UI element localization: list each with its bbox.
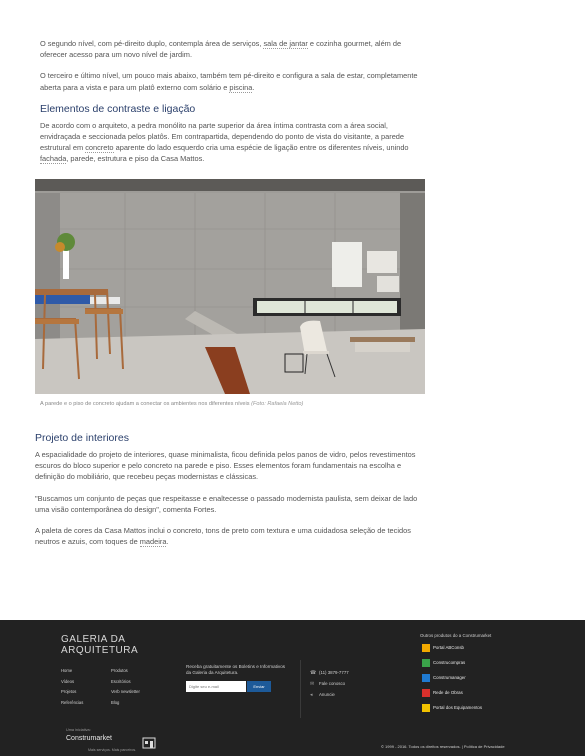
article-body bbox=[40, 38, 420, 175]
heading-interiors: Projeto de interiores bbox=[35, 432, 129, 444]
link-sala-de-jantar[interactable]: sala de jantar bbox=[263, 39, 308, 48]
link-concreto[interactable]: concreto bbox=[85, 143, 114, 153]
article-body-interiors bbox=[35, 428, 420, 557]
footer-divider bbox=[300, 660, 301, 718]
paragraph-interiors: A espacialidade do projeto de interiores, quase minimalista, ficou definida pelos panos de vidro, pelos revestimentos escuros do bloco superior e pelo concreto na parede e piso. Esses elementos foram fundamentais na escolha e definição do mobiliário, que recebeu peças modernistas e clássicas. bbox=[35, 450, 416, 482]
newsletter-submit-button[interactable]: Enviar bbox=[247, 681, 271, 692]
product-rede-de-obras[interactable]: Rede de Obras bbox=[422, 689, 463, 697]
made-by-label: Uma iniciativa: bbox=[66, 728, 91, 732]
construcompras-icon bbox=[422, 659, 430, 667]
paragraph-contrast: De acordo com o arquiteto, a pedra monólito na parte superior da área íntima contrasta com a área social, envidraçada e seccionada pelos platôs. Em contrapartida, dependendo do ponto de vista do visitante, a parede estrutural em concreto aparente do lado esquerdo cria uma espécie de ligação entre os diferentes níveis, unindo fachada, parede, estrutura e piso da Casa Mattos. bbox=[40, 120, 409, 164]
paragraph-second-level: O segundo nível, com pé-direito duplo, contempla área de serviços, sala de jantar e cozinha gourmet, além de oferecer acesso para um novo nível de jardim. bbox=[40, 39, 402, 60]
footer-link-projetos[interactable]: Projetos bbox=[61, 689, 77, 694]
product-construmanager[interactable]: Construmanager bbox=[422, 674, 466, 682]
other-products-title: Outros produtos do a Construmarket bbox=[420, 633, 492, 638]
footer-link-produtos[interactable]: Produtos bbox=[111, 668, 128, 673]
footer-link-newsletter[interactable]: Verb newsletter bbox=[111, 689, 140, 694]
portal-abconsb-icon bbox=[422, 644, 430, 652]
photo-caption: A parede e o piso de concreto ajudam a conectar os ambientes nos diferentes níveis (Foto: Rafaela Netto) bbox=[40, 401, 304, 407]
newsletter-email-input[interactable] bbox=[186, 681, 246, 692]
footer-link-blog[interactable]: Blog bbox=[111, 699, 120, 705]
footer-link-home[interactable]: Home bbox=[61, 668, 73, 673]
galeria-logo[interactable]: GALERIA DA ARQUITETURA bbox=[61, 634, 139, 656]
site-footer bbox=[0, 620, 585, 756]
footer-link-videos[interactable]: Vídeos bbox=[61, 678, 75, 684]
phone-icon: ☎ bbox=[310, 670, 317, 677]
construmanager-icon bbox=[422, 674, 430, 682]
heading-contrast: Elementos de contraste e ligação bbox=[40, 102, 196, 115]
interior-photo bbox=[35, 179, 425, 394]
paragraph-third-level: O terceiro e último nível, um pouco mais abaixo, também tem pé-direito e configura a sala de estar, completamente aberta para a vista e para um platô externo com solário e piscina. bbox=[40, 71, 418, 92]
newsletter-description: Receba gratuitamente os Boletins e Informativos da Galeria da Arquitetura. bbox=[186, 664, 286, 675]
paragraph-palette: A paleta de cores da Casa Mattos inclui o concreto, tons de preto com textura e uma cuidadosa seleção de tecidos neutros e azuis, com toques de madeira. bbox=[35, 526, 411, 547]
product-construcompras[interactable]: Construcompras bbox=[422, 659, 465, 667]
photo-credit: (Foto: Rafaela Netto) bbox=[251, 401, 304, 407]
link-fachada[interactable]: fachada bbox=[40, 154, 67, 164]
paragraph-quote: "Buscamos um conjunto de peças que respeitasse e enaltecesse o passado modernista paulista, sem deixar de lado uma visão contemporânea do design", comenta Fortes. bbox=[35, 493, 418, 514]
contact-phone: ☎ (11) 3879-7777 bbox=[310, 670, 349, 677]
construmarket-logo[interactable]: Construmarket bbox=[66, 735, 112, 742]
rede-de-obras-icon bbox=[422, 689, 430, 697]
contact-fale-conosco[interactable]: ✉ Fale conosco bbox=[310, 681, 346, 688]
copyright-text: © 1999 - 2016. Todos os direitos reservados. | Política de Privacidade bbox=[381, 744, 505, 749]
footer-nav-col-2 bbox=[111, 666, 140, 708]
building-icon bbox=[142, 736, 156, 748]
megaphone-icon: ◂ bbox=[310, 692, 313, 699]
portal-equipamentos-icon bbox=[422, 704, 430, 712]
construmarket-tagline: Mais serviços. Mais parceiros. bbox=[88, 748, 137, 752]
footer-link-referencias[interactable]: Referências bbox=[61, 699, 84, 705]
footer-nav-col-1 bbox=[61, 666, 83, 708]
product-portal-abconsb[interactable]: Portal ABConsb bbox=[422, 644, 464, 652]
footer-link-escritorios[interactable]: Escritórios bbox=[111, 678, 131, 684]
chat-icon: ✉ bbox=[310, 681, 315, 688]
product-portal-equipamentos[interactable]: Portal dos Equipamentos bbox=[422, 704, 482, 712]
link-piscina[interactable]: piscina bbox=[229, 82, 253, 92]
link-madeira[interactable]: madeira bbox=[139, 537, 167, 547]
contact-anuncie[interactable]: ◂ Anuncie bbox=[310, 692, 335, 699]
